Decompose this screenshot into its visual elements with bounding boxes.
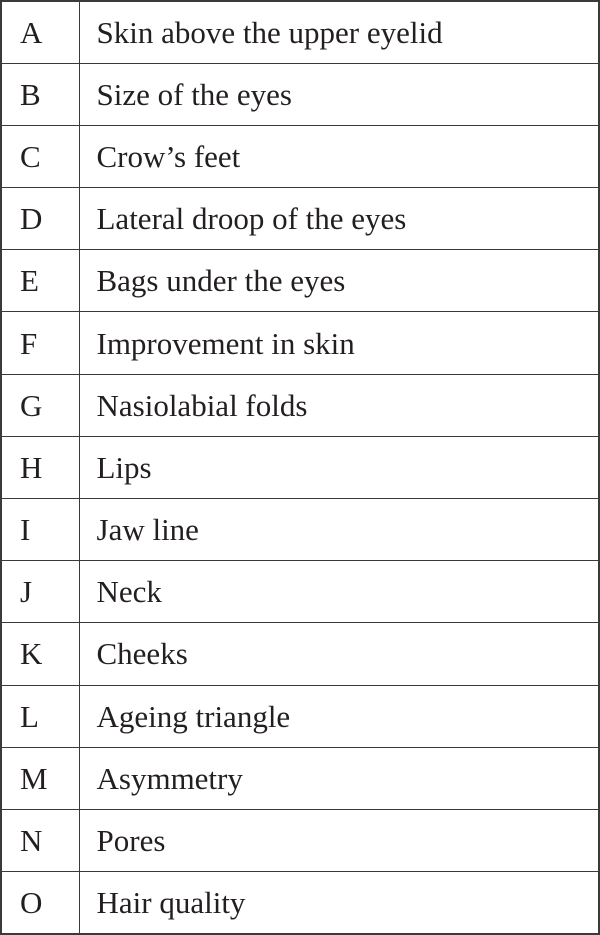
row-label: Ageing triangle (79, 685, 599, 747)
table-row (1, 63, 599, 125)
row-label: Asymmetry (79, 747, 599, 809)
row-letter: J (1, 561, 79, 623)
row-label: Skin above the upper eyelid (79, 1, 599, 63)
table-row (1, 250, 599, 312)
row-label: Nasiolabial folds (79, 374, 599, 436)
table-row (1, 747, 599, 809)
table-row (1, 1, 599, 63)
table-row (1, 125, 599, 187)
table-row (1, 809, 599, 871)
table-row (1, 436, 599, 498)
row-letter: F (1, 312, 79, 374)
table-row (1, 623, 599, 685)
table-row (1, 312, 599, 374)
row-label: Lateral droop of the eyes (79, 188, 599, 250)
row-letter: C (1, 125, 79, 187)
row-letter: H (1, 436, 79, 498)
row-label: Size of the eyes (79, 63, 599, 125)
row-letter: D (1, 188, 79, 250)
row-letter: M (1, 747, 79, 809)
row-letter: A (1, 1, 79, 63)
row-label: Cheeks (79, 623, 599, 685)
row-letter: L (1, 685, 79, 747)
table-row (1, 872, 599, 934)
row-label: Improvement in skin (79, 312, 599, 374)
table-row (1, 561, 599, 623)
row-label: Hair quality (79, 872, 599, 934)
row-label: Lips (79, 436, 599, 498)
row-label: Pores (79, 809, 599, 871)
feature-table-body (1, 1, 599, 934)
row-letter: G (1, 374, 79, 436)
row-letter: K (1, 623, 79, 685)
table-row (1, 188, 599, 250)
row-label: Bags under the eyes (79, 250, 599, 312)
row-letter: O (1, 872, 79, 934)
row-letter: B (1, 63, 79, 125)
table-row (1, 499, 599, 561)
row-letter: N (1, 809, 79, 871)
row-label: Jaw line (79, 499, 599, 561)
table-row (1, 374, 599, 436)
row-letter: I (1, 499, 79, 561)
table-row (1, 685, 599, 747)
row-label: Neck (79, 561, 599, 623)
row-letter: E (1, 250, 79, 312)
row-label: Crow’s feet (79, 125, 599, 187)
